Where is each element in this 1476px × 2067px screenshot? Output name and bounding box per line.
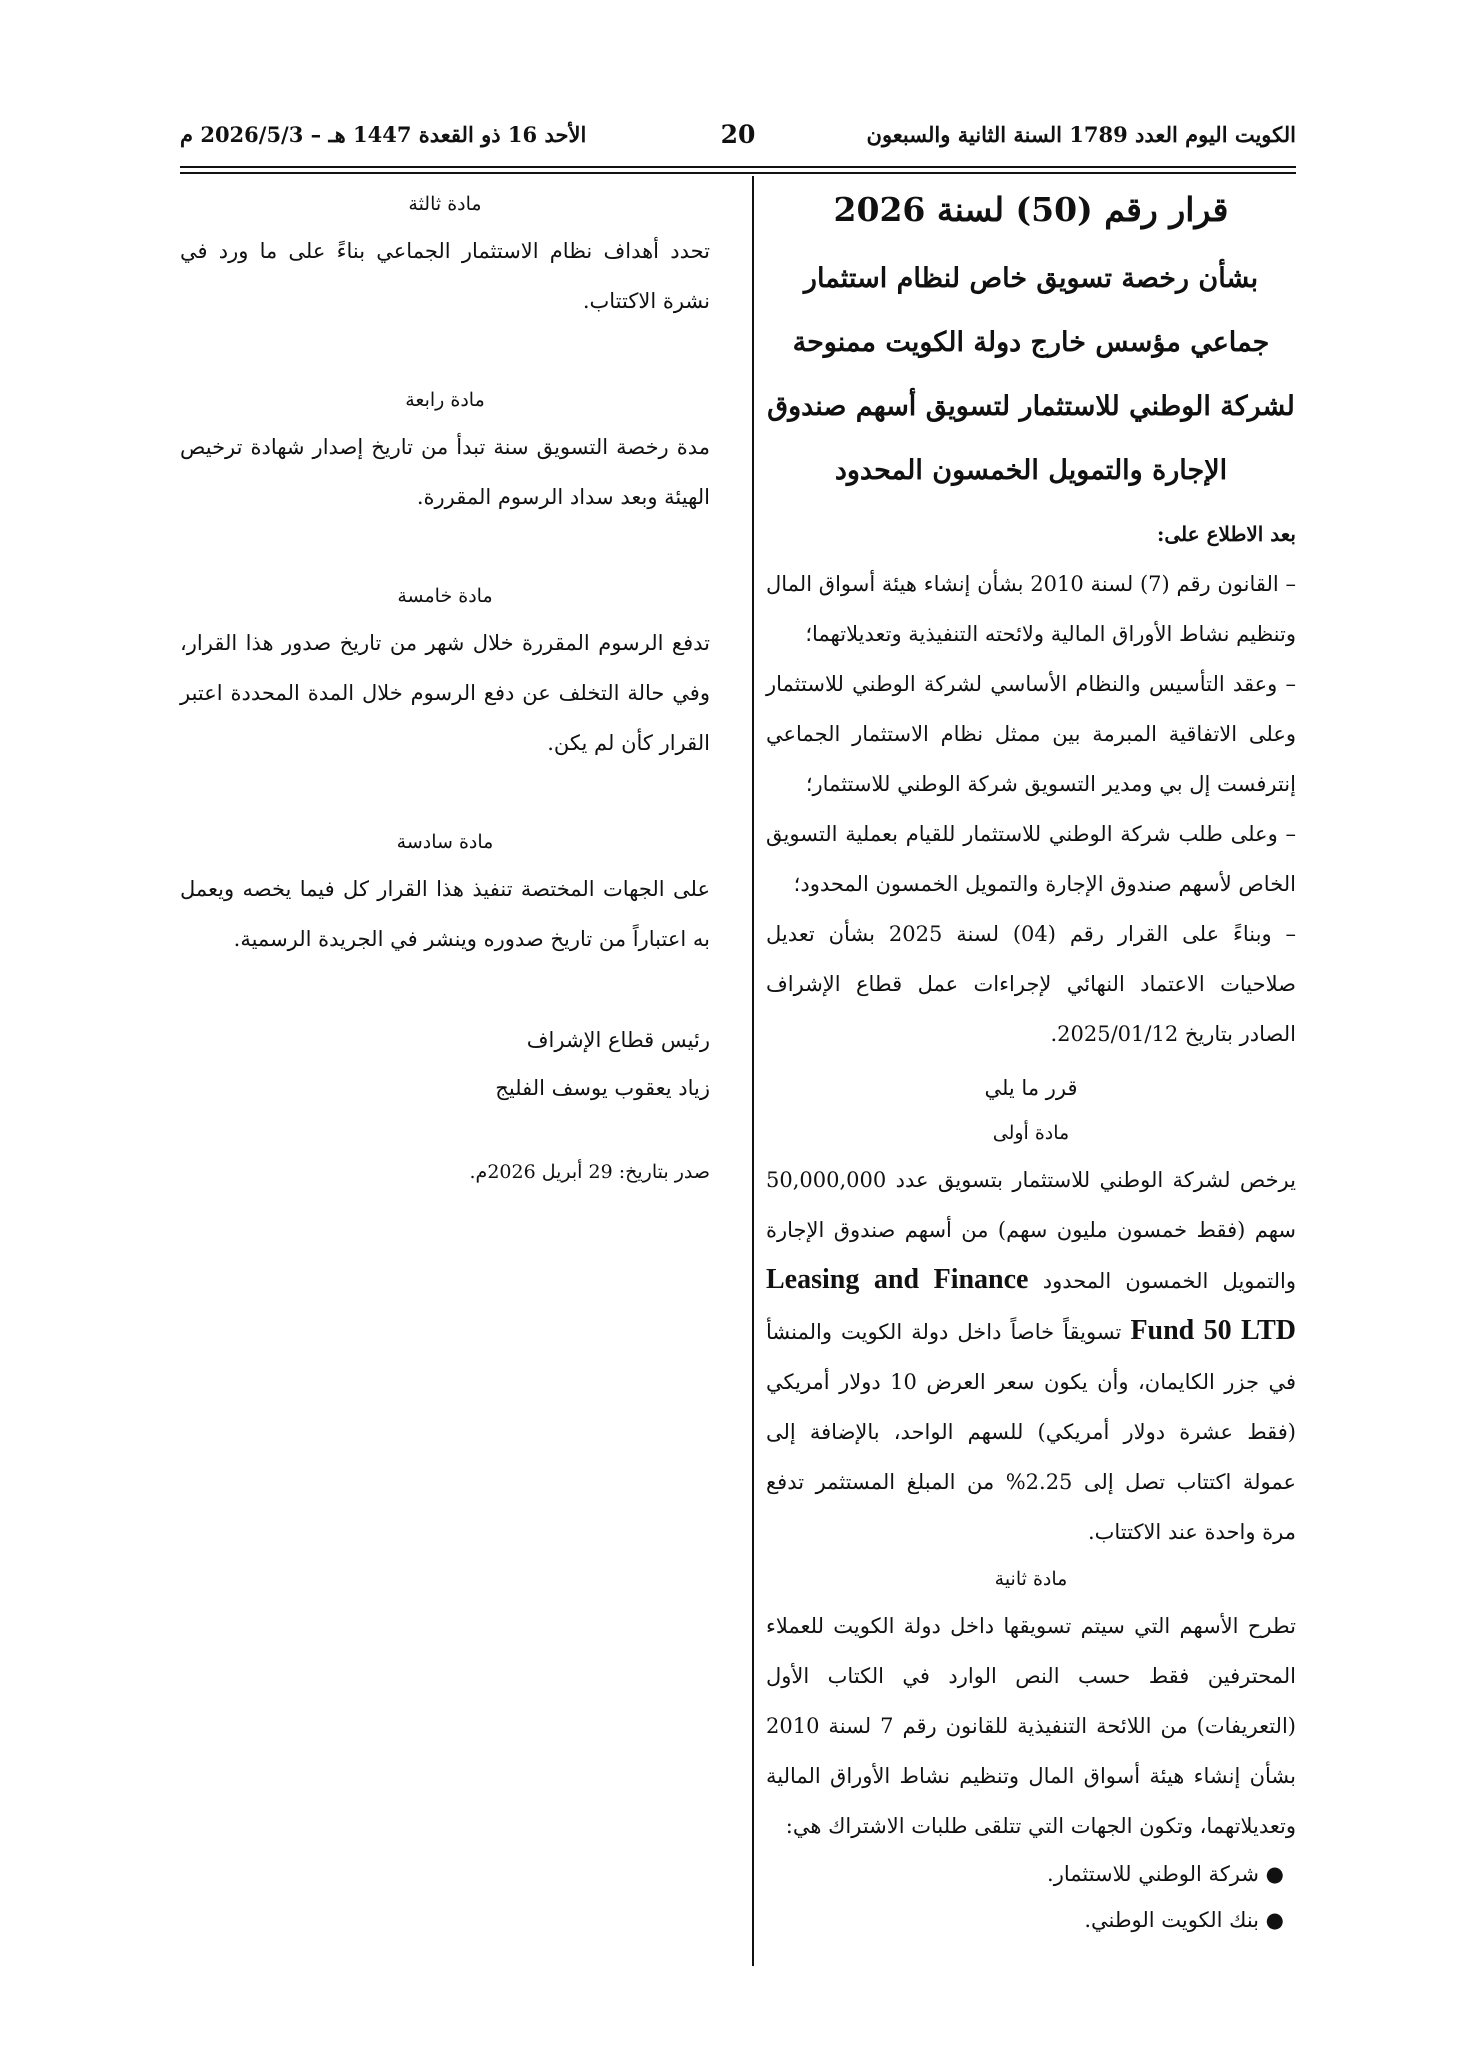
page-number: 20	[720, 120, 756, 149]
article-heading: مادة خامسة	[397, 585, 493, 607]
article-text: تحدد أهداف نظام الاستثمار الجماعي بناءً على ما ورد في نشرة الاكتتاب.	[180, 239, 710, 313]
issue-date: الأحد 16 ذو القعدة 1447 هـ – 2026/5/3 م	[180, 122, 587, 147]
page-header	[180, 122, 1296, 162]
article-6	[180, 820, 710, 964]
signatory-name: زياد يعقوب يوسف الفليج	[495, 1076, 710, 1100]
article-5	[180, 574, 710, 768]
decree-subtitle: بشأن رخصة تسويق خاص لنظام استثمار جماعي مؤسس خارج دولة الكويت ممنوحة لشركة الوطني للاستثمار لتسويق أسهم صندوق الإجارة والتمويل الخمسون المحدود	[767, 263, 1295, 486]
preamble-intro: بعد الاطلاع على:	[1157, 522, 1296, 546]
decree-title: قرار رقم (50) لسنة 2026	[833, 190, 1229, 229]
article-text: على الجهات المختصة تنفيذ هذا القرار كل فيما يخصه ويعمل به اعتباراً من تاريخ صدوره وينشر في الجريدة الرسمية.	[180, 877, 710, 951]
article-2-text: تطرح الأسهم التي سيتم تسويقها داخل دولة الكويت للعملاء المحترفين فقط حسب النص الوارد في الكتاب الأول (التعريفات) من اللائحة التنفيذية للقانون رقم 7 لسنة 2010 بشأن إنشاء هيئة أسواق المال وتنظيم نشاط الأوراق المالية وتعديلاتهما، وتكون الجهات التي تتلقى طلبات الاشتراك هي:	[766, 1614, 1296, 1838]
article-1-text	[766, 1155, 1296, 1557]
article-1-text-after: تسويقاً خاصاً داخل دولة الكويت والمنشأ في جزر الكايمان، وأن يكون سعر العرض 10 دولار أمريكي (فقط عشرة دولار أمريكي) للسهم الواحد، بالإضافة إلى عمولة اكتتاب تصل إلى 2.25% من المبلغ المستثمر تدفع مرة واحدة عند الاكتتاب.	[766, 1320, 1297, 1544]
article-3	[180, 182, 710, 326]
preamble-item: – وعقد التأسيس والنظام الأساسي لشركة الوطني للاستثمار وعلى الاتفاقية المبرمة بين ممثل نظام الاستثمار الجماعي إنترفست إل بي ومدير التسويق شركة الوطني للاستثمار؛	[766, 672, 1296, 796]
decides-heading: قرر ما يلي	[984, 1076, 1078, 1100]
column-divider	[752, 176, 754, 1966]
signatory-title: رئيس قطاع الإشراف	[526, 1028, 710, 1052]
article-heading: مادة ثالثة	[408, 193, 482, 215]
preamble-item: – وعلى طلب شركة الوطني للاستثمار للقيام بعملية التسويق الخاص لأسهم صندوق الإجارة والتمويل الخمسون المحدود؛	[766, 822, 1296, 896]
issue-date-line: صدر بتاريخ: 29 أبريل 2026م.	[469, 1161, 710, 1183]
article-1-text-before: يرخص لشركة الوطني للاستثمار بتسويق عدد 50,000,000 سهم (فقط خمسون مليون سهم) من أسهم صندوق الإجارة والتمويل الخمسون المحدود	[766, 1168, 1296, 1293]
bullet-item: ● شركة الوطني للاستثمار.	[1047, 1862, 1284, 1886]
header-divider-bottom	[180, 172, 1296, 174]
right-column	[766, 182, 1296, 1943]
gazette-issue-info: الكويت اليوم العدد 1789 السنة الثانية والسبعون	[866, 122, 1296, 147]
header-divider-top	[180, 166, 1296, 168]
article-text: تدفع الرسوم المقررة خلال شهر من تاريخ صدور هذا القرار، وفي حالة التخلف عن دفع الرسوم خلال المدة المحددة اعتبر القرار كأن لم يكن.	[180, 631, 710, 755]
bullet-item: ● بنك الكويت الوطني.	[1084, 1908, 1284, 1932]
article-heading: مادة أولى	[992, 1122, 1070, 1144]
article-heading: مادة سادسة	[396, 831, 494, 853]
article-heading: مادة رابعة	[405, 389, 485, 411]
fund-name-english: Leasing and Finance Fund 50 LTD	[766, 1264, 1296, 1346]
article-heading: مادة ثانية	[994, 1568, 1068, 1590]
left-column	[180, 182, 710, 1192]
article-4	[180, 378, 710, 522]
preamble-item: – القانون رقم (7) لسنة 2010 بشأن إنشاء هيئة أسواق المال وتنظيم نشاط الأوراق المالية ولائحته التنفيذية وتعديلاتهما؛	[766, 572, 1296, 646]
preamble-item: – وبناءً على القرار رقم (04) لسنة 2025 بشأن تعديل صلاحيات الاعتماد النهائي لإجراءات عمل قطاع الإشراف الصادر بتاريخ 2025/01/12.	[766, 922, 1296, 1046]
article-text: مدة رخصة التسويق سنة تبدأ من تاريخ إصدار شهادة ترخيص الهيئة وبعد سداد الرسوم المقررة.	[180, 435, 710, 509]
